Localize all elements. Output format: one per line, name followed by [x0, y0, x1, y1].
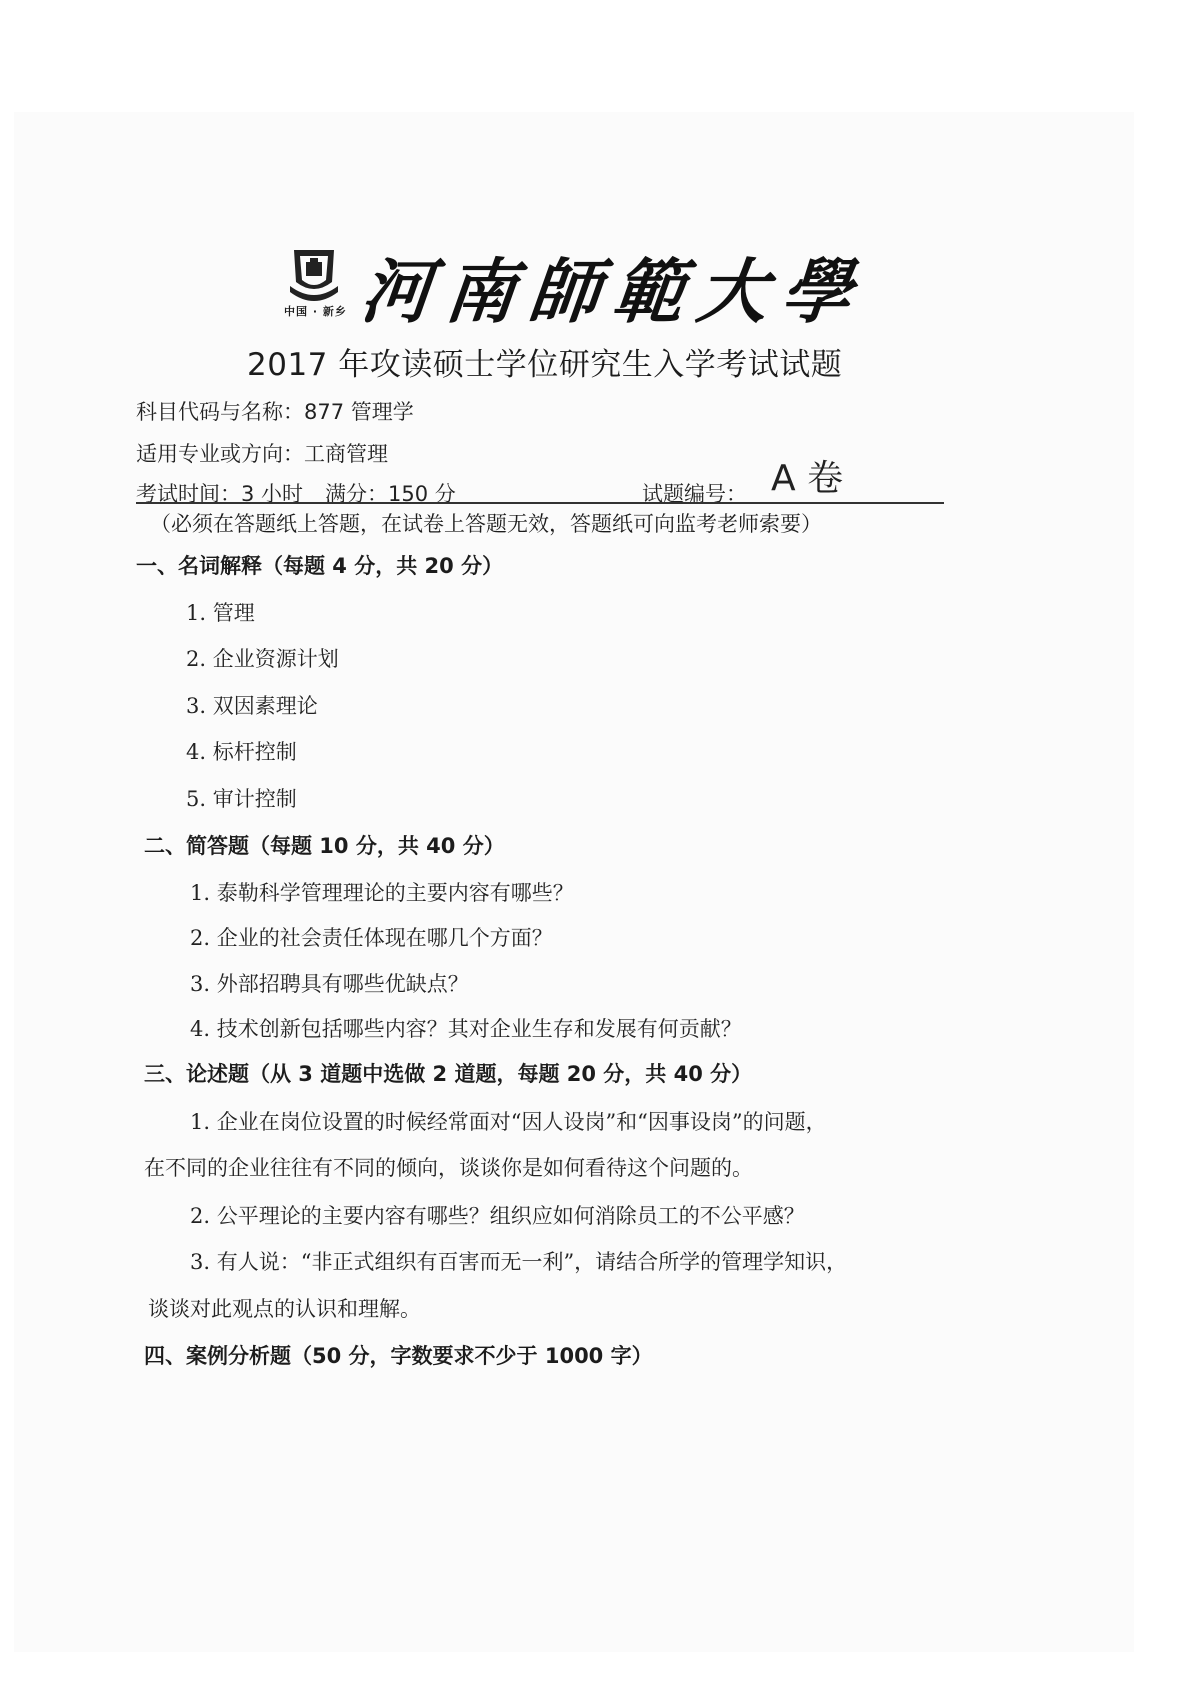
- section-heading: 三、论述题（从 3 道题中选做 2 道题，每题 20 分，共 40 分）: [144, 1062, 753, 1086]
- question-item: 3. 有人说：“非正式组织有百害而无一利”，请结合所学的管理学知识，: [190, 1250, 848, 1274]
- question-item-continuation: 谈谈对此观点的认识和理解。: [148, 1297, 421, 1321]
- section-heading: 一、名词解释（每题 4 分，共 20 分）: [136, 554, 504, 578]
- question-item: 2. 公平理论的主要内容有哪些？组织应如何消除员工的不公平感？: [190, 1204, 805, 1228]
- exam-time: 考试时间：3 小时: [136, 482, 304, 506]
- question-item: 3. 外部招聘具有哪些优缺点？: [190, 972, 469, 996]
- section-heading: 四、案例分析题（50 分，字数要求不少于 1000 字）: [144, 1344, 653, 1368]
- question-item: 5. 审计控制: [186, 787, 297, 811]
- answer-notice: （必须在答题纸上答题，在试卷上答题无效，答题纸可向监考老师索要）: [150, 512, 822, 536]
- exam-title: 2017 年攻读硕士学位研究生入学考试试题: [247, 347, 843, 383]
- full-score: 满分：150 分: [325, 482, 456, 506]
- header-divider: [136, 502, 944, 504]
- question-item: 4. 技术创新包括哪些内容？其对企业生存和发展有何贡献？: [190, 1017, 742, 1041]
- question-item: 1. 企业在岗位设置的时候经常面对“因人设岗”和“因事设岗”的问题，: [190, 1110, 827, 1134]
- university-emblem-icon: [286, 242, 342, 312]
- question-item: 4. 标杆控制: [186, 740, 297, 764]
- question-item: 2. 企业的社会责任体现在哪几个方面？: [190, 926, 553, 950]
- university-name: 河南師範大學: [357, 250, 870, 333]
- emblem-caption: 中国 · 新乡: [284, 305, 347, 318]
- section-heading: 二、简答题（每题 10 分，共 40 分）: [144, 834, 505, 858]
- question-item: 1. 管理: [186, 601, 255, 625]
- question-item: 2. 企业资源计划: [186, 647, 339, 671]
- subject-line: 科目代码与名称：877 管理学: [136, 400, 414, 424]
- question-item: 3. 双因素理论: [186, 694, 318, 718]
- question-item: 1. 泰勒科学管理理论的主要内容有哪些？: [190, 881, 574, 905]
- paper-code-value: A 卷: [771, 458, 844, 499]
- question-item-continuation: 在不同的企业往往有不同的倾向，谈谈你是如何看待这个问题的。: [144, 1156, 753, 1180]
- major-line: 适用专业或方向：工商管理: [136, 442, 388, 466]
- paper-code-label: 试题编号：: [642, 482, 747, 506]
